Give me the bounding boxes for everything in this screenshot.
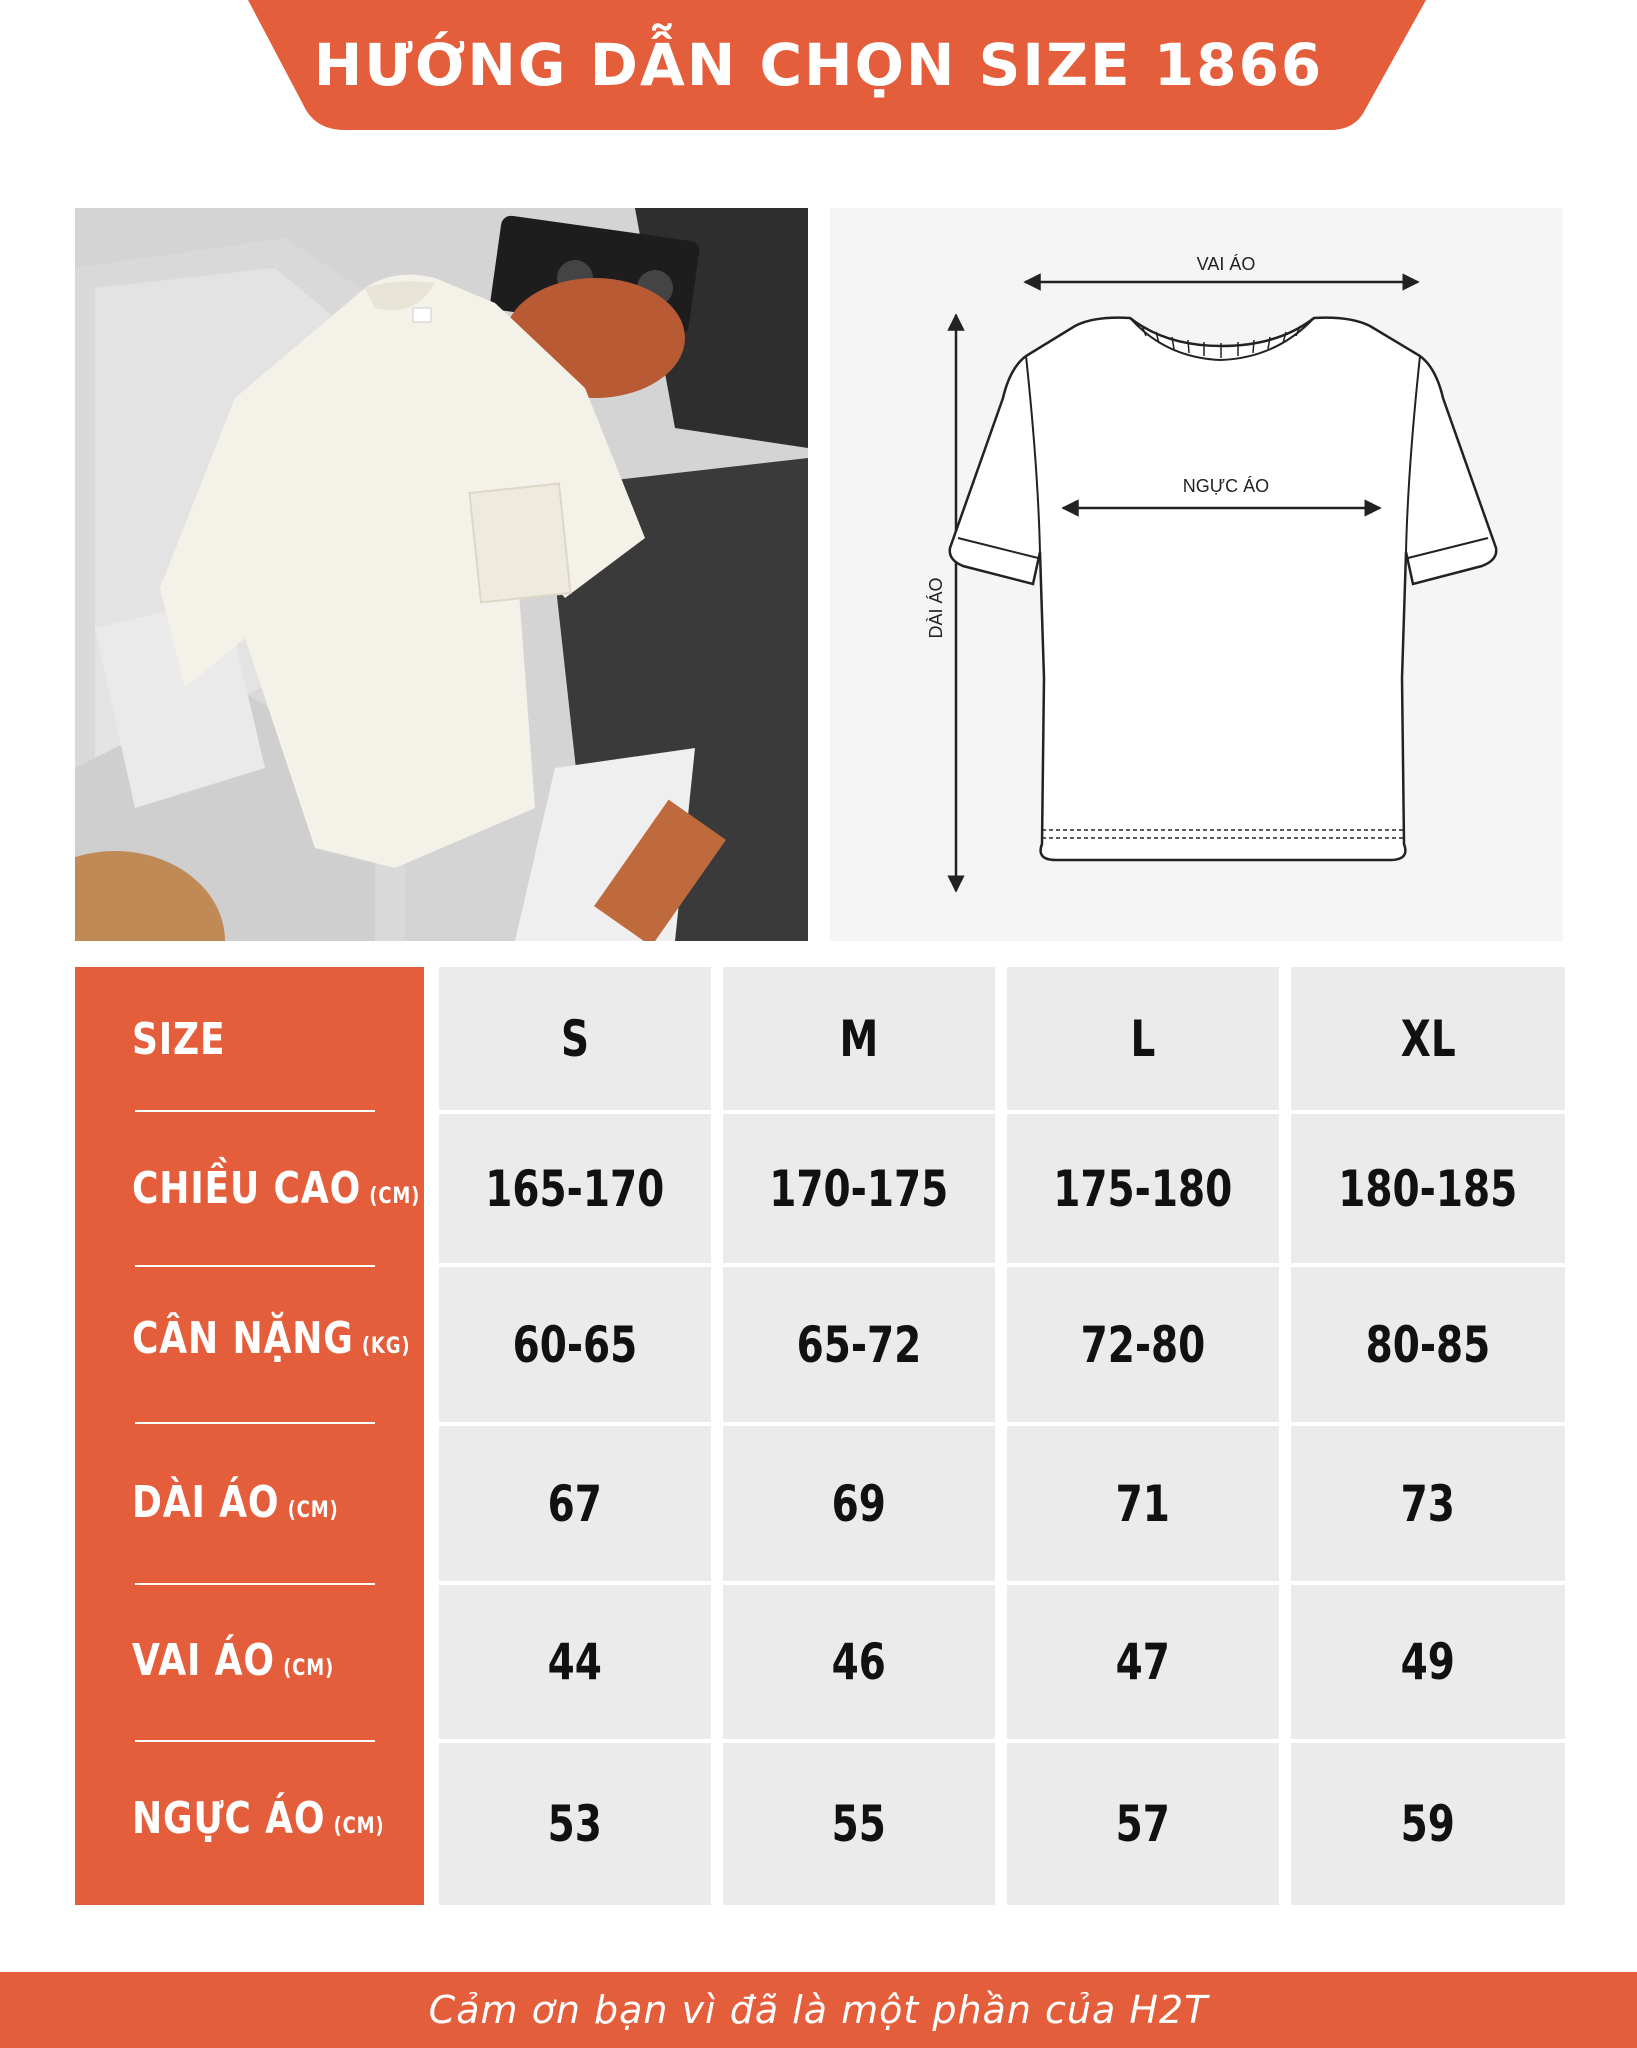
row-label-weight: CÂN NẶNG (KG): [132, 1313, 411, 1364]
row-label-length: DÀI ÁO (CM): [132, 1477, 339, 1528]
length-cell: 67: [439, 1426, 711, 1581]
weight-cell: 80-85: [1291, 1267, 1565, 1422]
divider: [135, 1583, 375, 1585]
length-cell: 73: [1291, 1426, 1565, 1581]
size-cell: XL: [1291, 967, 1565, 1110]
length-label: DÀI ÁO: [926, 577, 946, 639]
row-label-size: SIZE: [132, 1014, 226, 1065]
length-cell: 71: [1007, 1426, 1279, 1581]
shoulder-cell: 44: [439, 1585, 711, 1739]
tshirt-measurement-diagram: [830, 208, 1563, 941]
row-label-chest: NGỰC ÁO (CM): [132, 1793, 385, 1844]
weight-cell: 60-65: [439, 1267, 711, 1422]
page-title: HƯỚNG DẪN CHỌN SIZE 1866: [313, 31, 1324, 99]
size-cell: M: [723, 967, 995, 1110]
product-photo: [75, 208, 808, 941]
height-cell: 170-175: [723, 1114, 995, 1263]
chest-cell: 53: [439, 1743, 711, 1905]
row-label-shoulder: VAI ÁO (CM): [132, 1635, 335, 1686]
divider: [135, 1740, 375, 1742]
divider: [135, 1422, 375, 1424]
chest-label: NGỰC ÁO: [1182, 476, 1270, 496]
shoulder-cell: 47: [1007, 1585, 1279, 1739]
size-table: [75, 967, 1565, 1905]
chest-cell: 55: [723, 1743, 995, 1905]
weight-cell: 65-72: [723, 1267, 995, 1422]
shoulder-label: VAI ÁO: [1196, 254, 1256, 274]
shoulder-cell: 49: [1291, 1585, 1565, 1739]
divider: [135, 1265, 375, 1267]
footer-message: Cảm ơn bạn vì đã là một phần của H2T: [0, 1972, 1637, 2048]
row-label-height: CHIỀU CAO (CM): [132, 1163, 421, 1214]
size-cell: S: [439, 967, 711, 1110]
chest-cell: 59: [1291, 1743, 1565, 1905]
chest-cell: 57: [1007, 1743, 1279, 1905]
divider: [135, 1110, 375, 1112]
height-cell: 180-185: [1291, 1114, 1565, 1263]
weight-cell: 72-80: [1007, 1267, 1279, 1422]
row-header-column: [75, 967, 424, 1905]
height-cell: 165-170: [439, 1114, 711, 1263]
size-cell: L: [1007, 967, 1279, 1110]
shoulder-cell: 46: [723, 1585, 995, 1739]
height-cell: 175-180: [1007, 1114, 1279, 1263]
length-cell: 69: [723, 1426, 995, 1581]
